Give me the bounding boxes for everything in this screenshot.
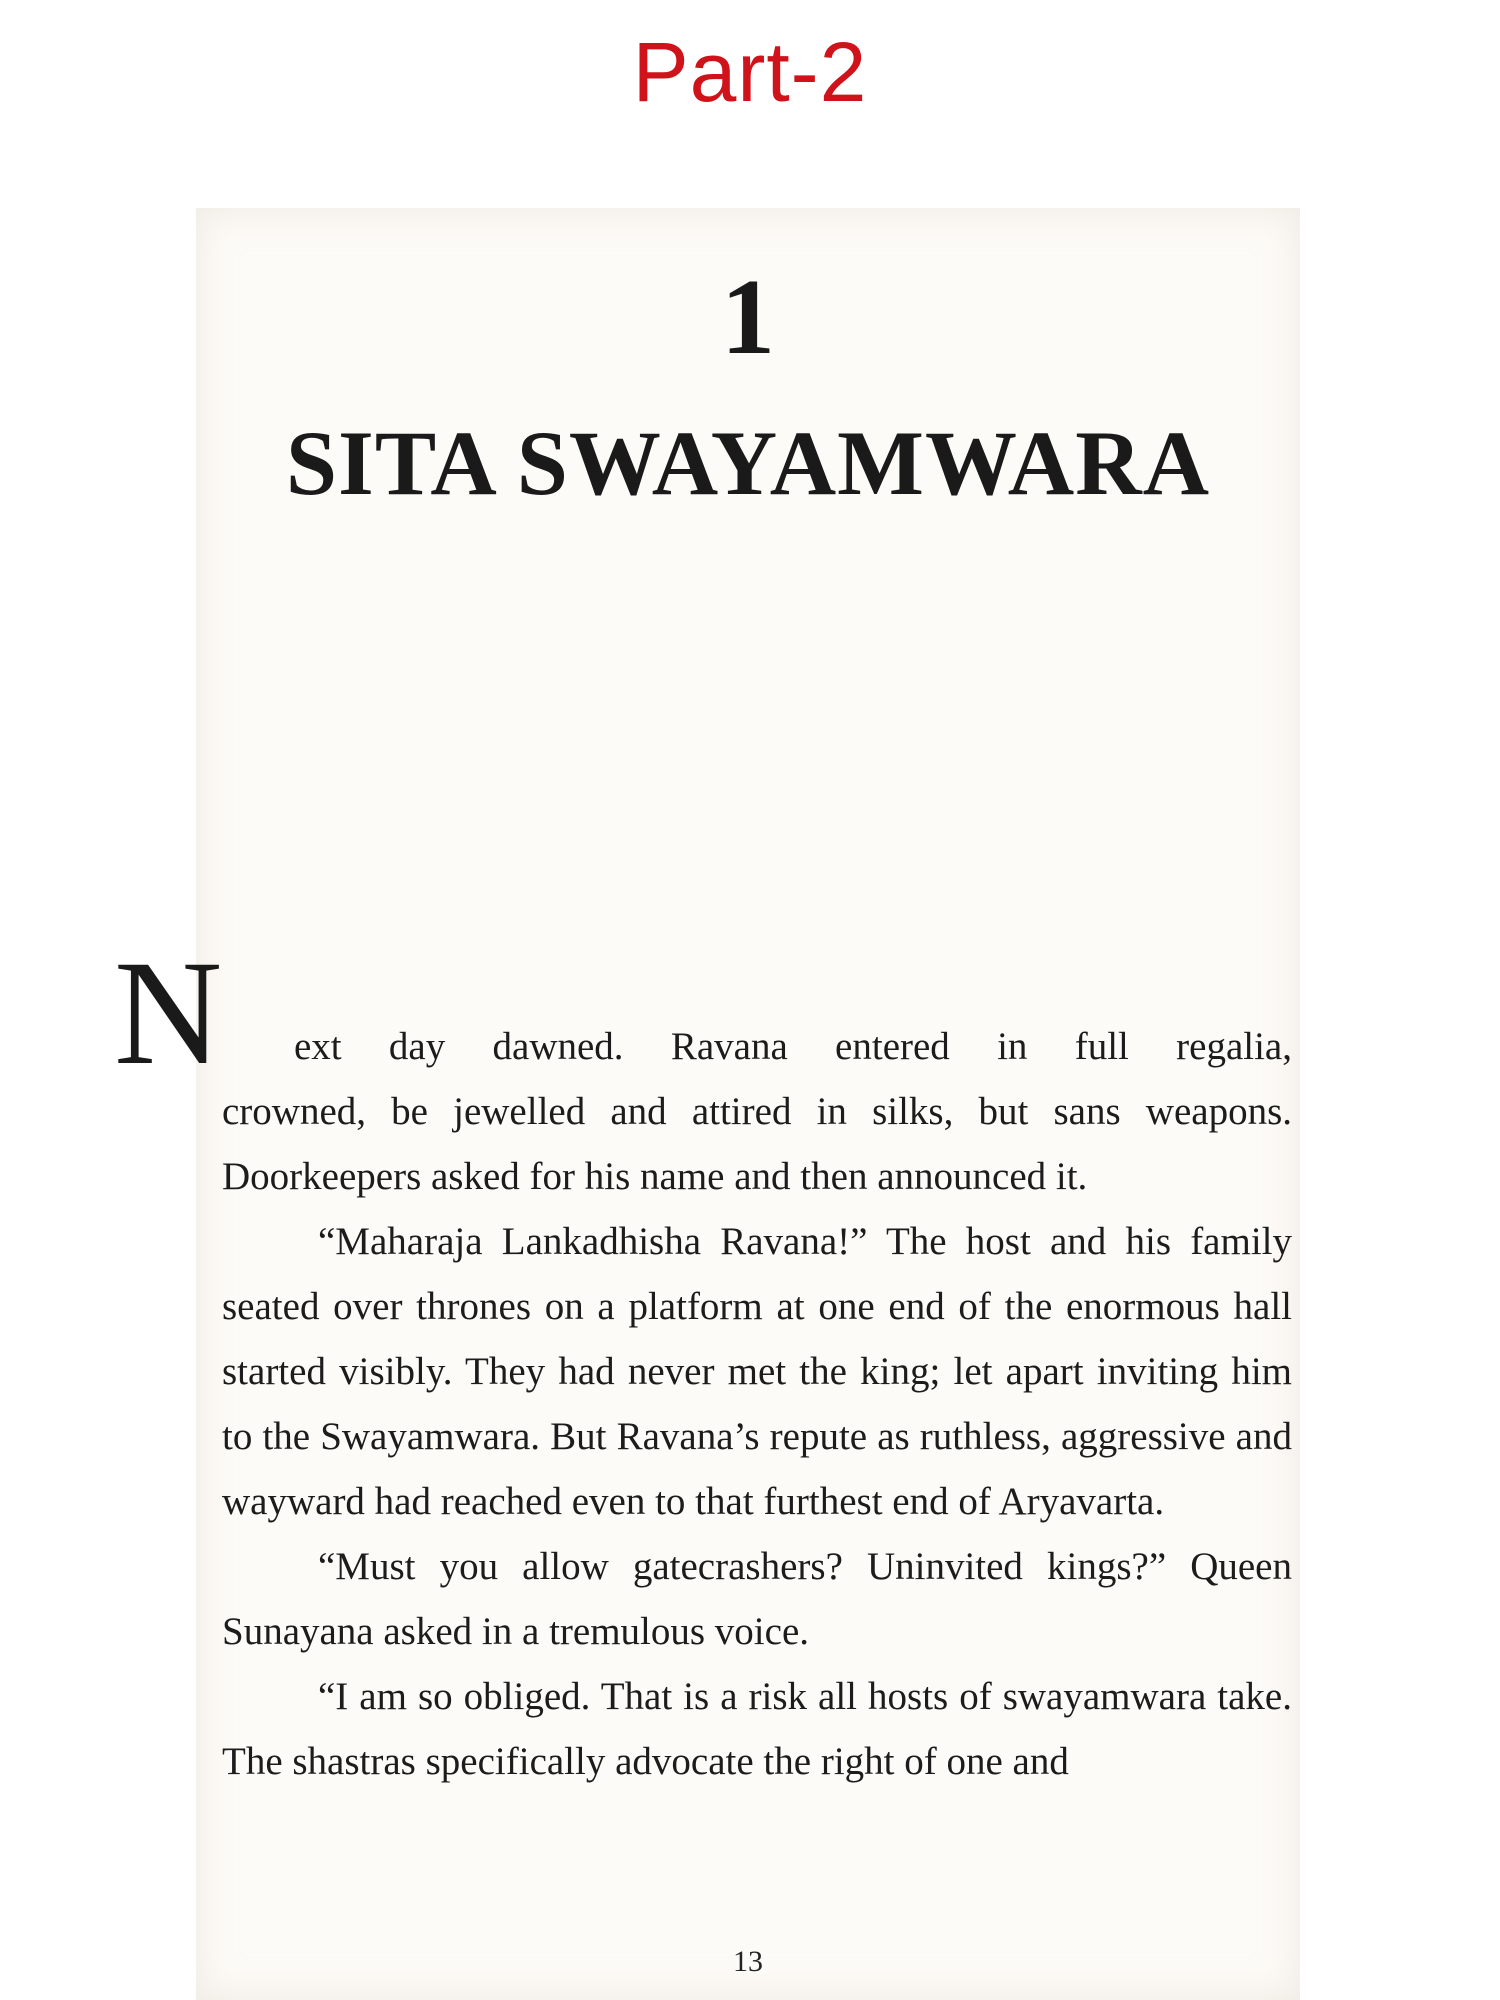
paragraph-4: “I am so obliged. That is a risk all hosts of swayamwara take. The shastras specifically advocate the right of one and <box>222 1675 1292 1783</box>
first-line-text: ext day dawned. Ravana entered in full regalia, <box>294 1025 1292 1068</box>
page-number: 13 <box>733 1945 763 1978</box>
part-label: Part-2 <box>632 25 868 119</box>
drop-cap: N <box>114 930 223 1096</box>
chapter-body <box>222 1079 1292 1794</box>
paragraph-1-continuation: crowned, be jewelled and attired in silks, but sans weapons. Doorkeepers asked for his name and then announced it. <box>222 1090 1292 1198</box>
paragraph-3: “Must you allow gatecrashers? Uninvited kings?” Queen Sunayana asked in a tremulous voice. <box>222 1545 1292 1653</box>
chapter-number: 1 <box>721 258 775 377</box>
paragraph-2: “Maharaja Lankadhisha Ravana!” The host and his family seated over thrones on a platform at one end of the enormous hall started visibly. They had never met the king; let apart inviting him to the Swayamwara. But Ravana’s repute as ruthless, aggressive and wayward had reached even to that furthest end of Aryavarta. <box>222 1220 1292 1523</box>
chapter-title: SITA SWAYAMWARA <box>285 412 1211 514</box>
